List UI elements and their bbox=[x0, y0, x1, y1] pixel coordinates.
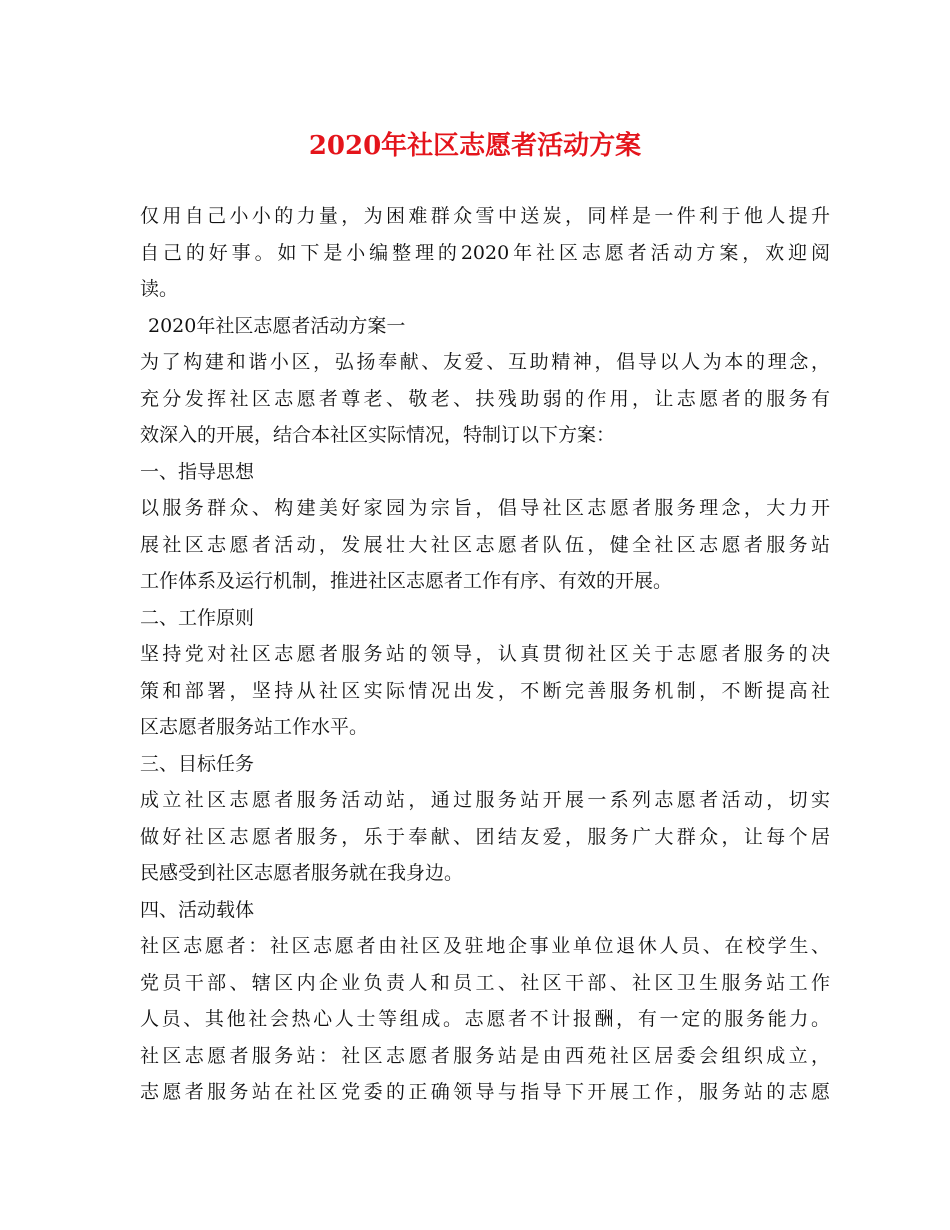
text-line: 2020年社区志愿者活动方案一 bbox=[148, 314, 406, 337]
text-line: 以服务群众、构建美好家园为宗旨，倡导社区志愿者服务理念，大力开 bbox=[140, 497, 830, 519]
text-line: 坚持党对社区志愿者服务站的领导，认真贯彻社区关于志愿者服务的决 bbox=[140, 643, 830, 665]
text-line: 一、指导思想 bbox=[140, 460, 255, 483]
text-line: 为了构建和谐小区，弘扬奉献、友爱、互助精神，倡导以人为本的理念， bbox=[140, 351, 830, 373]
text-line: 做好社区志愿者服务，乐于奉献、团结友爱，服务广大群众，让每个居 bbox=[140, 825, 830, 848]
text-line: 党员干部、辖区内企业负责人和员工、社区干部、社区卫生服务站工作 bbox=[140, 971, 830, 994]
text-line: 策和部署，坚持从社区实际情况出发，不断完善服务机制，不断提高社 bbox=[140, 679, 830, 702]
text-line: 社区志愿者：社区志愿者由社区及驻地企事业单位退休人员、在校学生、 bbox=[140, 935, 830, 957]
text-line: 充分发挥社区志愿者尊老、敬老、扶残助弱的作用，让志愿者的服务有 bbox=[140, 387, 830, 410]
text-line: 读。 bbox=[140, 278, 179, 300]
text-line: 仅用自己小小的力量，为困难群众雪中送炭，同样是一件利于他人提升 bbox=[140, 205, 830, 227]
document-title: 2020年社区志愿者活动方案 bbox=[308, 131, 642, 161]
text-line: 社区志愿者服务站：社区志愿者服务站是由西苑社区居委会组织成立， bbox=[140, 1044, 830, 1067]
text-line: 效深入的开展，结合本社区实际情况，特制订以下方案： bbox=[140, 424, 616, 446]
text-line: 人员、其他社会热心人士等组成。志愿者不计报酬，有一定的服务能力。 bbox=[140, 1008, 830, 1030]
text-line: 三、目标任务 bbox=[140, 752, 255, 775]
text-line: 自己的好事。如下是小编整理的2020年社区志愿者活动方案，欢迎阅 bbox=[140, 241, 830, 264]
text-line: 志愿者服务站在社区党委的正确领导与指导下开展工作，服务站的志愿 bbox=[140, 1081, 830, 1103]
text-line: 民感受到社区志愿者服务就在我身边。 bbox=[140, 862, 464, 884]
text-line: 工作体系及运行机制，推进社区志愿者工作有序、有效的开展。 bbox=[140, 570, 673, 592]
text-line: 二、工作原则 bbox=[140, 606, 255, 629]
document-body bbox=[140, 198, 830, 1111]
text-line: 四、活动载体 bbox=[140, 898, 255, 921]
text-line: 展社区志愿者活动，发展壮大社区志愿者队伍，健全社区志愿者服务站 bbox=[140, 533, 830, 556]
text-line: 区志愿者服务站工作水平。 bbox=[140, 716, 369, 738]
text-line: 成立社区志愿者服务活动站，通过服务站开展一系列志愿者活动，切实 bbox=[140, 789, 830, 811]
